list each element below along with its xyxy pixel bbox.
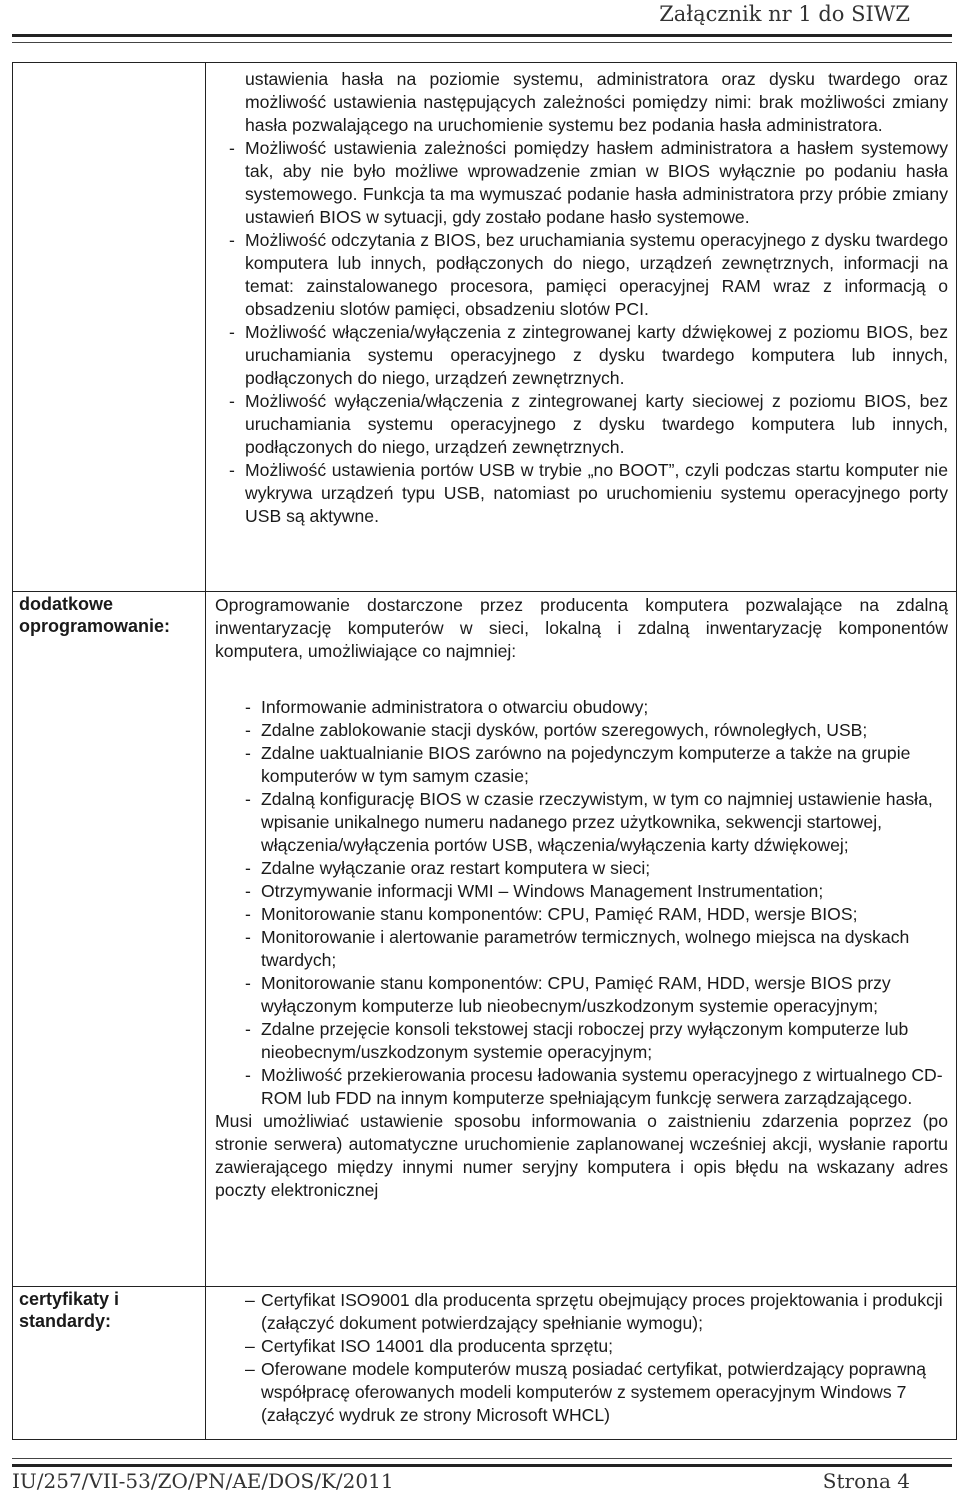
bios-settings-list — [215, 68, 948, 528]
list-item: - Monitorowanie stanu komponentów: CPU, Pamięć RAM, HDD, wersje BIOS przy wyłączonym komputerze lub nieobecnym/uszkodzonym systemie operacyjnym; — [215, 972, 948, 1018]
row-separator — [13, 1286, 956, 1287]
certificates-cell — [215, 1289, 948, 1427]
document-id: IU/257/VII-53/ZO/PN/AE/DOS/K/2011 — [12, 1469, 394, 1493]
software-feature-list — [215, 696, 948, 1110]
row-separator — [13, 591, 956, 592]
certificates-list — [215, 1289, 948, 1427]
bios-intro-text: ustawienia hasła na poziomie systemu, administratora oraz dysku twardego oraz możliwość ustawienia następujących zależności pomiędzy nimi: brak możliwości zmiany hasła pozwalającego na uruchomienie systemu bez podania hasła administratora. — [245, 69, 948, 135]
list-item: - Zdalne uaktualnianie BIOS zarówno na pojedynczym komputerze a także na grupie komputerów w tym samym czasie; — [215, 742, 948, 788]
list-item: - Zdalne przejęcie konsoli tekstowej stacji roboczej przy wyłączonym komputerze lub nieobecnym/uszkodzonym systemie operacyjnym; — [215, 1018, 948, 1064]
list-item: - Monitorowanie i alertowanie parametrów termicznych, wolnego miejsca na dyskach twardych; — [215, 926, 948, 972]
list-item: - Możliwość wyłączenia/włączenia z zintegrowanej karty sieciowej z poziomu BIOS, bez uruchamiania systemu operacyjnego z dysku twardego komputera lub innych, podłączonych do niego, urządzeń zewnętrznych. — [215, 390, 948, 459]
list-item: - Możliwość ustawienia zależności pomiędzy hasłem administratora a hasłem systemowy tak, aby nie było możliwe wprowadzenie zmian w BIOS wyłącznie po podaniu hasła systemowego. Funkcja ta ma wymuszać podanie hasła administratora przy próbie zmiany ustawień BIOS w sytuacji, gdy zostało podane hasło systemowe. — [215, 137, 948, 229]
footer-rule — [12, 1458, 952, 1467]
spec-table — [12, 62, 957, 1440]
header-rule — [12, 34, 952, 43]
list-item: - Informowanie administratora o otwarciu obudowy; — [215, 696, 948, 719]
software-intro: Oprogramowanie dostarczone przez producenta komputera pozwalające na zdalną inwentaryzację komputerów w sieci, lokalną i zdalną inwentaryzację komponentów komputera, umożliwiające co najmniej: — [215, 595, 948, 661]
software-cell — [215, 594, 948, 1202]
bios-settings-cell — [215, 68, 948, 528]
list-item: - Zdalną konfigurację BIOS w czasie rzeczywistym, w tym co najmniej ustawienie hasła, wpisanie unikalnego numeru nadanego przez użytkownika, sekwencji startowej, włączenia/wyłączenia portów USB, włączenia/wyłączenia karty dźwiękowej; — [215, 788, 948, 857]
list-item: – Certyfikat ISO 14001 dla producenta sprzętu; — [215, 1335, 948, 1358]
list-item: - Otrzymywanie informacji WMI – Windows Management Instrumentation; — [215, 880, 948, 903]
column-divider — [205, 63, 206, 1439]
row-label-software: dodatkowe oprogramowanie: — [19, 594, 171, 636]
list-item: - Zdalne zablokowanie stacji dysków, portów szeregowych, równoległych, USB; — [215, 719, 948, 742]
software-closing: Musi umożliwiać ustawienie sposobu informowania o zaistnieniu zdarzenia poprzez (po stronie serwera) automatyczne uruchomienie zaplanowanej wcześniej akcji, wysłanie raportu zawierającego między innymi numer seryjny komputera i opis błędu na wskazany adres poczty elektronicznej — [215, 1111, 948, 1200]
header-title: Załącznik nr 1 do SIWZ — [659, 2, 910, 26]
list-item: - Monitorowanie stanu komponentów: CPU, Pamięć RAM, HDD, wersje BIOS; — [215, 903, 948, 926]
list-item: - Zdalne wyłączanie oraz restart komputera w sieci; — [215, 857, 948, 880]
list-item: – Certyfikat ISO9001 dla producenta sprzętu obejmujący proces projektowania i produkcji (załączyć dokument potwierdzający spełnianie wymogu); — [215, 1289, 948, 1335]
list-item — [215, 68, 948, 137]
row-label-certificates: certyfikaty i standardy: — [19, 1289, 120, 1331]
page-number: Strona 4 — [822, 1469, 910, 1493]
list-item: - Możliwość odczytania z BIOS, bez uruchamiania systemu operacyjnego z dysku twardego komputera lub innych, podłączonych do niego, urządzeń zewnętrznych, informacji na temat: zainstalowanego procesora, pamięci operacyjnej RAM wraz z informacją o obsadzeniu slotów pamięci, obsadzeniu slotów PCI. — [215, 229, 948, 321]
list-item: - Możliwość przekierowania procesu ładowania systemu operacyjnego z wirtualnego CD-ROM lub FDD na innym komputerze spełniającym funkcję serwera zarządzającego. — [215, 1064, 948, 1110]
list-item: - Możliwość ustawienia portów USB w trybie „no BOOT”, czyli podczas startu komputer nie wykrywa urządzeń typu USB, natomiast po uruchomieniu systemu operacyjnego porty USB są aktywne. — [215, 459, 948, 528]
list-item: – Oferowane modele komputerów muszą posiadać certyfikat, potwierdzający poprawną współpracę oferowanych modeli komputerów z systemem operacyjnym Windows 7 (załączyć wydruk ze strony Microsoft WHCL) — [215, 1358, 948, 1427]
list-item: - Możliwość włączenia/wyłączenia z zintegrowanej karty dźwiękowej z poziomu BIOS, bez uruchamiania systemu operacyjnego z dysku twardego komputera lub innych, podłączonych do niego, urządzeń zewnętrznych. — [215, 321, 948, 390]
